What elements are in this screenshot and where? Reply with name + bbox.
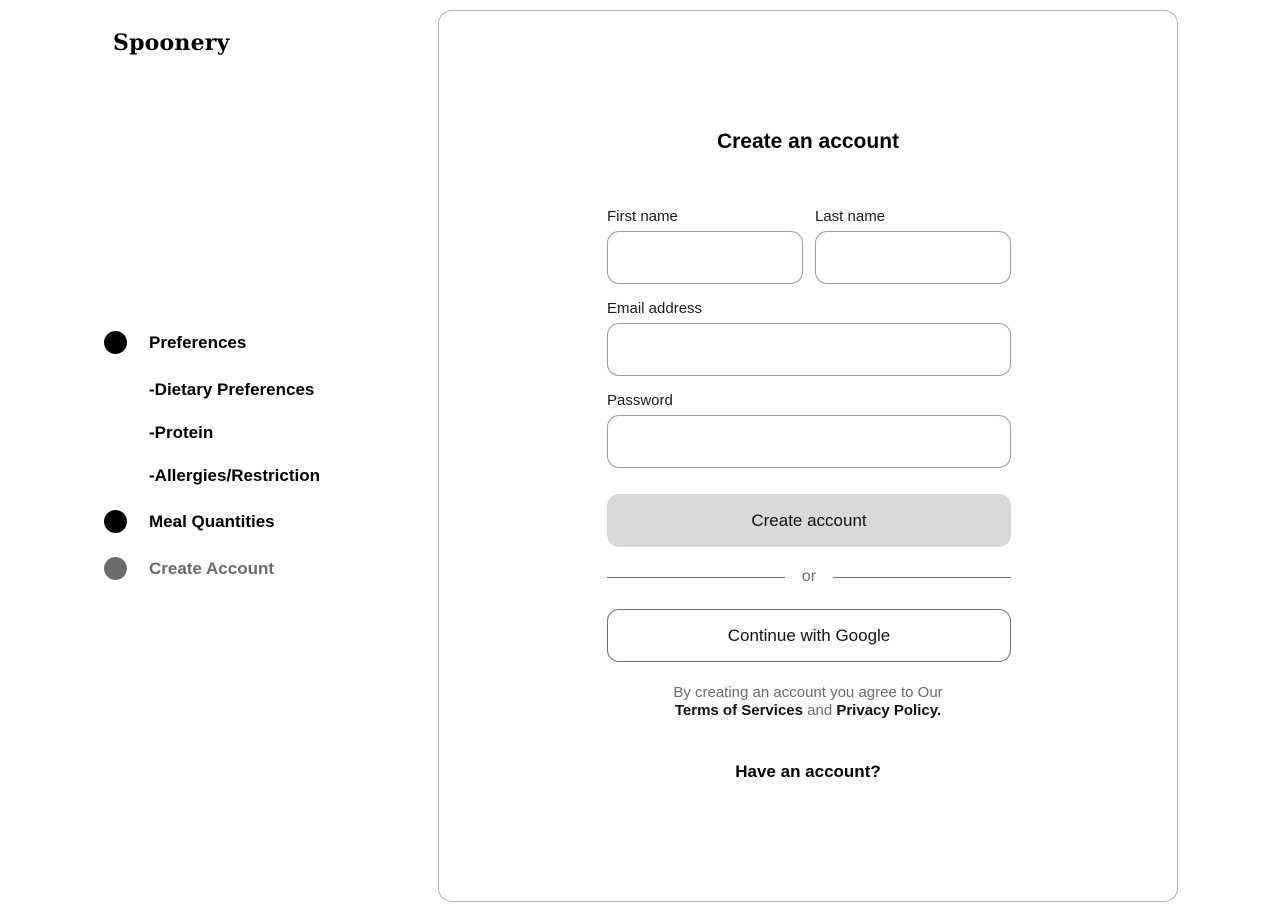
divider-line-left	[607, 577, 785, 578]
substep-allergies-restriction[interactable]: -Allergies/Restriction	[149, 466, 320, 485]
first-name-label: First name	[607, 208, 678, 225]
privacy-policy-link[interactable]: Privacy Policy.	[836, 702, 942, 719]
signup-card	[438, 10, 1178, 902]
divider-or: or	[801, 568, 817, 585]
email-label: Email address	[607, 300, 703, 317]
continue-with-google-button[interactable]: Continue with Google	[607, 609, 1011, 662]
have-account-link[interactable]: Have an account?	[735, 762, 881, 781]
step-complete-indicator	[104, 331, 127, 354]
brand-logo[interactable]: Spoonery	[113, 30, 230, 56]
step-label: Preferences	[149, 332, 247, 352]
password-label: Password	[607, 392, 673, 409]
last-name-label: Last name	[815, 208, 886, 225]
terms-notice	[439, 684, 1177, 720]
terms-and: and	[807, 702, 833, 719]
step-label: Create Account	[149, 558, 275, 578]
divider-line-right	[833, 577, 1011, 578]
create-account-button[interactable]: Create account	[607, 494, 1011, 547]
step-preferences[interactable]	[104, 331, 246, 354]
first-name-input[interactable]	[607, 231, 803, 284]
step-complete-indicator	[104, 510, 127, 533]
step-current-indicator	[104, 557, 127, 580]
substep-dietary-preferences[interactable]: -Dietary Preferences	[149, 380, 315, 399]
progress-steps	[0, 0, 430, 910]
terms-prefix: By creating an account you agree to Our	[673, 684, 943, 701]
last-name-input[interactable]	[815, 231, 1011, 284]
step-create-account[interactable]	[104, 557, 274, 580]
substep-protein[interactable]: -Protein	[149, 423, 214, 442]
password-input[interactable]	[607, 415, 1011, 468]
terms-of-services-link[interactable]: Terms of Services	[674, 702, 803, 719]
email-input[interactable]	[607, 323, 1011, 376]
form-title: Create an account	[716, 130, 900, 153]
step-meal-quantities[interactable]	[104, 510, 275, 533]
step-label: Meal Quantities	[149, 511, 275, 531]
